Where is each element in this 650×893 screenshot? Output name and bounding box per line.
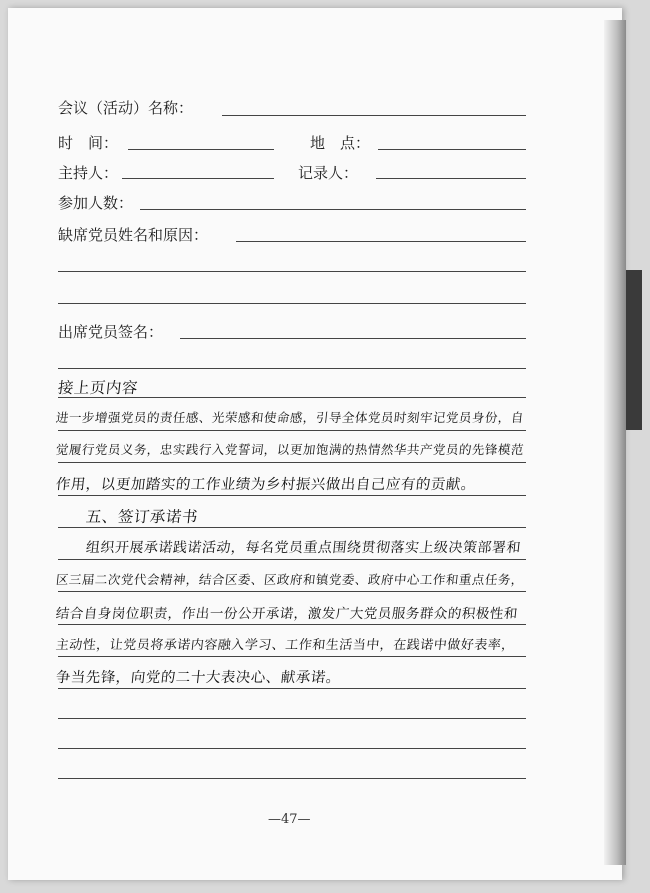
host-line (122, 178, 274, 179)
ruled-line-6 (58, 559, 526, 560)
content-line-heading: 接上页内容 (56, 379, 139, 397)
signature-line-2 (58, 368, 526, 369)
ruled-line-13 (58, 778, 526, 779)
ruled-line-12 (58, 748, 526, 749)
host-label: 主持人： (58, 164, 119, 182)
content-line: 觉履行党员义务，忠实践行入党誓词，以更加饱满的热情然华共产党员的先锋模范 (55, 442, 525, 457)
attendees-count-line (140, 209, 526, 210)
ruled-line-2 (58, 430, 526, 431)
content-line: 组织开展承诺践诺活动，每名党员重点围绕贯彻落实上级决策部署和 (85, 540, 522, 556)
absent-line-1 (236, 241, 526, 242)
ruled-line-10 (58, 688, 526, 689)
content-line: 作用，以更加踏实的工作业绩为乡村振兴做出自己应有的贡献。 (55, 477, 477, 493)
signature-line-1 (180, 338, 526, 339)
ruled-line-7 (58, 591, 526, 592)
absent-line-3 (58, 303, 526, 304)
content-line: 结合自身岗位职责，作出一份公开承诺，激发广大党员服务群众的积极性和 (54, 606, 519, 622)
location-line (378, 149, 526, 150)
time-line (128, 149, 274, 150)
location-label: 地 点： (310, 134, 371, 152)
meeting-name-line (222, 115, 526, 116)
ruled-line-1 (58, 397, 526, 398)
content-line: 进一步增强党员的责任感、光荣感和使命感，引导全体党员时刻牢记党员身份，自 (55, 410, 525, 425)
ruled-line-9 (58, 656, 526, 657)
ruled-line-3 (58, 462, 526, 463)
content-line: 主动性，让党员将承诺内容融入学习、工作和生活当中，在践诺中做好表率， (55, 638, 516, 653)
absent-members-label: 缺席党员姓名和原因： (58, 226, 209, 244)
ruled-line-4 (58, 495, 526, 496)
ruled-line-5 (58, 527, 526, 528)
content-section-heading: 五、签订承诺书 (84, 508, 199, 526)
ruled-line-11 (58, 718, 526, 719)
binder-tab (626, 270, 642, 430)
ruled-line-8 (58, 624, 526, 625)
content-line: 争当先锋，向党的二十大表决心、献承诺。 (55, 670, 342, 686)
signature-label: 出席党员签名： (58, 323, 164, 341)
absent-line-2 (58, 271, 526, 272)
time-label: 时 间： (58, 134, 119, 152)
content-line: 区三届二次党代会精神，结合区委、区政府和镇党委、政府中心工作和重点任务， (55, 572, 525, 587)
attendees-count-label: 参加人数： (58, 194, 134, 212)
recorder-line (376, 178, 526, 179)
meeting-name-label: 会议（活动）名称： (58, 99, 194, 117)
page-number: —47— (268, 812, 311, 827)
page-edge (604, 20, 626, 865)
recorder-label: 记录人： (298, 164, 359, 182)
